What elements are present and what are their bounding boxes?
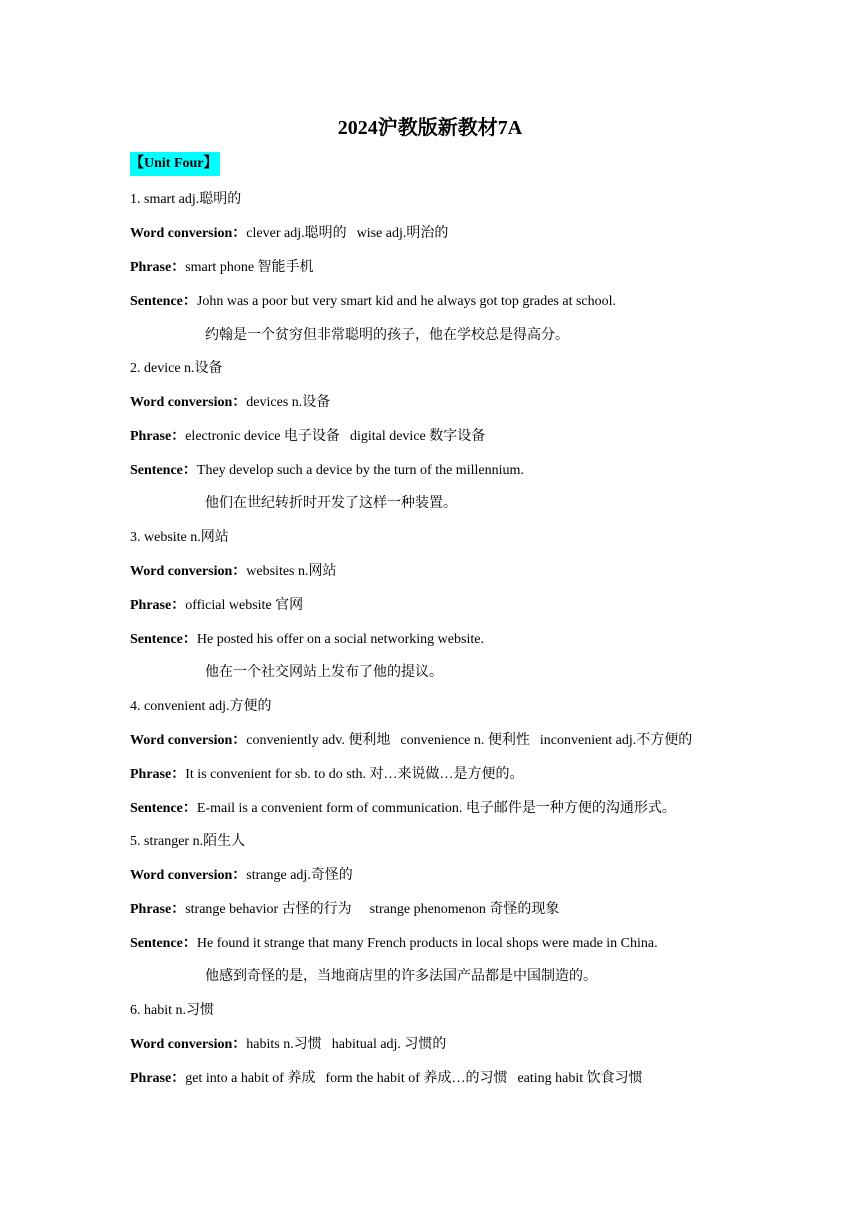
word-conversion-line: [130, 731, 692, 751]
sentence-text: They develop such a device by the turn of the millennium.: [196, 463, 524, 478]
sentence-line: [130, 461, 524, 481]
entry-headword: 5. stranger n.陌生人: [130, 834, 246, 849]
word-conversion-item: websites n.网站: [246, 564, 337, 579]
phrase-line: [130, 258, 314, 278]
word-conversion-label: Word conversion：: [130, 1037, 247, 1052]
phrase-item: It is convenient for sb. to do sth. 对…来说做…是方便的。: [185, 767, 524, 782]
sentence-label: Sentence：: [130, 463, 197, 478]
word-conversion-label: Word conversion：: [130, 868, 247, 883]
word-conversion-line: [130, 393, 330, 413]
page-title: 2024沪教版新教材7A: [337, 117, 523, 139]
phrase-item: official website 官网: [185, 598, 304, 613]
phrase-label: Phrase：: [130, 902, 186, 917]
sentence-translation: 约翰是一个贫穷但非常聪明的孩子，他在学校总是得高分。: [205, 328, 569, 343]
word-conversion-item: wise adj.明治的: [356, 226, 449, 241]
sentence-translation: 他在一个社交网站上发布了他的提议。: [205, 665, 443, 680]
phrase-item: get into a habit of 养成: [185, 1071, 316, 1086]
word-conversion-line: [130, 1035, 446, 1055]
sentence-text: E-mail is a convenient form of communication. 电子邮件是一种方便的沟通形式。: [196, 801, 676, 816]
word-conversion-label: Word conversion：: [130, 564, 247, 579]
sentence-line: [130, 630, 484, 650]
sentence-label: Sentence：: [130, 294, 197, 309]
entry-headword: 4. convenient adj.方便的: [130, 699, 272, 714]
sentence-line: [130, 934, 658, 954]
phrase-line: [130, 765, 524, 785]
sentence-text: He found it strange that many French products in local shops were made in China.: [196, 936, 658, 951]
phrase-item: electronic device 电子设备: [185, 429, 340, 444]
sentence-label: Sentence：: [130, 632, 197, 647]
word-conversion-item: habitual adj. 习惯的: [331, 1037, 447, 1052]
sentence-line: [130, 799, 676, 819]
phrase-line: [130, 596, 303, 616]
phrase-line: [130, 1069, 643, 1089]
word-conversion-label: Word conversion：: [130, 226, 247, 241]
word-conversion-label: Word conversion：: [130, 733, 247, 748]
word-conversion-line: [130, 866, 353, 886]
entry-headword: 6. habit n.习惯: [130, 1003, 214, 1018]
word-conversion-item: habits n.习惯: [246, 1037, 322, 1052]
sentence-text: John was a poor but very smart kid and he always got top grades at school.: [196, 294, 617, 309]
phrase-label: Phrase：: [130, 598, 186, 613]
entry-headword: 2. device n.设备: [130, 361, 223, 376]
phrase-label: Phrase：: [130, 767, 186, 782]
phrase-item: eating habit 饮食习惯: [517, 1071, 643, 1086]
phrase-label: Phrase：: [130, 429, 186, 444]
word-conversion-item: convenience n. 便利性: [400, 733, 530, 748]
sentence-translation: 他感到奇怪的是，当地商店里的许多法国产品都是中国制造的。: [205, 969, 597, 984]
phrase-label: Phrase：: [130, 1071, 186, 1086]
sentence-label: Sentence：: [130, 801, 197, 816]
word-conversion-item: conveniently adv. 便利地: [246, 733, 391, 748]
entry-headword: 3. website n.网站: [130, 530, 229, 545]
sentence-translation: 他们在世纪转折时开发了这样一种装置。: [205, 496, 457, 511]
sentence-line: [130, 292, 616, 312]
sentence-label: Sentence：: [130, 936, 197, 951]
word-conversion-label: Word conversion：: [130, 395, 247, 410]
sentence-text: He posted his offer on a social networking website.: [196, 632, 484, 647]
phrase-item: strange behavior 古怪的行为: [185, 902, 352, 917]
word-conversion-item: devices n.设备: [246, 395, 331, 410]
phrase-item: strange phenomenon 奇怪的现象: [369, 902, 560, 917]
word-conversion-item: strange adj.奇怪的: [246, 868, 353, 883]
unit-heading: 【Unit Four】: [130, 152, 220, 176]
phrase-label: Phrase：: [130, 260, 186, 275]
word-conversion-line: [130, 562, 337, 582]
entry-headword: 1. smart adj.聪明的: [130, 192, 242, 207]
word-conversion-item: clever adj.聪明的: [246, 226, 347, 241]
phrase-item: digital device 数字设备: [349, 429, 486, 444]
phrase-line: [130, 900, 559, 920]
word-conversion-item: inconvenient adj.不方便的: [539, 733, 693, 748]
word-conversion-line: [130, 224, 448, 244]
phrase-item: form the habit of 养成…的习惯: [325, 1071, 508, 1086]
phrase-item: smart phone 智能手机: [185, 260, 314, 275]
phrase-line: [130, 427, 485, 447]
